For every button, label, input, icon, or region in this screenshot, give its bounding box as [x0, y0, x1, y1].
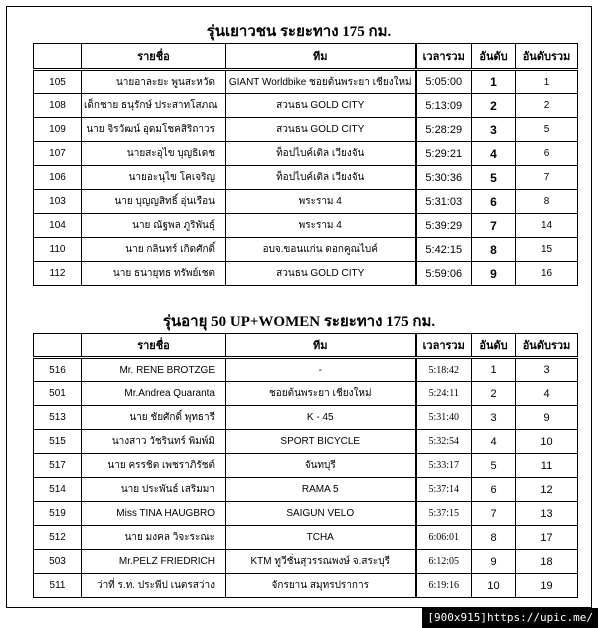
cell-number: 515 [34, 430, 82, 454]
cell-time: 5:31:40 [416, 406, 472, 430]
table-row [34, 94, 578, 118]
cell-number: 109 [34, 118, 82, 142]
table-header-row [34, 334, 578, 358]
section1-title: รุ่นเยาวชน ระยะทาง 175 กม. [206, 24, 392, 40]
col-overall-header: อันดับรวม [516, 334, 578, 358]
cell-time: 5:33:17 [416, 454, 472, 478]
cell-team: พระราม 4 [226, 214, 416, 238]
cell-team: - [226, 358, 416, 382]
cell-rank: 6 [472, 190, 516, 214]
col-name-header: รายชื่อ [82, 44, 226, 70]
cell-team: ท็อปไบค์เติล เวียงจัน [226, 166, 416, 190]
cell-name: นาย บุญญสิทธิ์ อุ่นเรือน [82, 190, 226, 214]
cell-number: 103 [34, 190, 82, 214]
cell-number: 107 [34, 142, 82, 166]
cell-time: 5:05:00 [416, 70, 472, 94]
table-row [34, 454, 578, 478]
cell-team: จันทบุรี [226, 454, 416, 478]
cell-overall-rank: 12 [516, 478, 578, 502]
col-time-header: เวลารวม [416, 334, 472, 358]
cell-overall-rank: 7 [516, 166, 578, 190]
cell-rank: 7 [472, 214, 516, 238]
cell-number: 106 [34, 166, 82, 190]
cell-name: Miss TINA HAUGBRO [82, 502, 226, 526]
cell-name: นายอะนุไข โคเจริญ [82, 166, 226, 190]
col-rank-header: อันดับ [472, 334, 516, 358]
cell-overall-rank: 1 [516, 70, 578, 94]
cell-rank: 9 [472, 550, 516, 574]
cell-time: 5:39:29 [416, 214, 472, 238]
cell-overall-rank: 8 [516, 190, 578, 214]
table-row [34, 166, 578, 190]
table-header-row [34, 44, 578, 70]
cell-time: 5:42:15 [416, 238, 472, 262]
section2-title: รุ่นอายุ 50 UP+WOMEN ระยะทาง 175 กม. [162, 314, 436, 330]
cell-rank: 4 [472, 142, 516, 166]
table-row [34, 574, 578, 598]
cell-time: 5:29:21 [416, 142, 472, 166]
cell-team: SPORT BICYCLE [226, 430, 416, 454]
cell-overall-rank: 3 [516, 358, 578, 382]
cell-overall-rank: 9 [516, 406, 578, 430]
cell-number: 112 [34, 262, 82, 286]
cell-team: สวนธน GOLD CITY [226, 262, 416, 286]
col-team-header: ทีม [226, 44, 416, 70]
cell-time: 5:59:06 [416, 262, 472, 286]
cell-rank: 5 [472, 454, 516, 478]
cell-rank: 4 [472, 430, 516, 454]
cell-team: K - 45 [226, 406, 416, 430]
cell-time: 5:37:14 [416, 478, 472, 502]
senior-women-results-table [33, 333, 578, 598]
col-time-header: เวลารวม [416, 44, 472, 70]
cell-name: นายสะอุไข บุญธิเดช [82, 142, 226, 166]
table-row [34, 70, 578, 94]
cell-team: สวนธน GOLD CITY [226, 118, 416, 142]
cell-team: จักรยาน สมุทรปราการ [226, 574, 416, 598]
cell-overall-rank: 10 [516, 430, 578, 454]
cell-number: 517 [34, 454, 82, 478]
cell-name: นาย ธนายุทธ ทรัพย์เชต [82, 262, 226, 286]
cell-rank: 1 [472, 358, 516, 382]
cell-rank: 6 [472, 478, 516, 502]
col-name-header: รายชื่อ [82, 334, 226, 358]
cell-rank: 2 [472, 382, 516, 406]
cell-number: 105 [34, 70, 82, 94]
cell-rank: 8 [472, 238, 516, 262]
cell-time: 5:37:15 [416, 502, 472, 526]
col-rank-header: อันดับ [472, 44, 516, 70]
cell-rank: 3 [472, 406, 516, 430]
cell-rank: 2 [472, 94, 516, 118]
cell-time: 5:32:54 [416, 430, 472, 454]
cell-time: 6:06:01 [416, 526, 472, 550]
cell-overall-rank: 6 [516, 142, 578, 166]
col-no-header [34, 44, 82, 70]
cell-rank: 5 [472, 166, 516, 190]
cell-rank: 1 [472, 70, 516, 94]
table-row [34, 262, 578, 286]
cell-time: 5:28:29 [416, 118, 472, 142]
cell-number: 503 [34, 550, 82, 574]
table-row [34, 478, 578, 502]
cell-overall-rank: 14 [516, 214, 578, 238]
cell-team: สวนธน GOLD CITY [226, 94, 416, 118]
cell-overall-rank: 5 [516, 118, 578, 142]
cell-name: Mr.Andrea Quaranta [82, 382, 226, 406]
cell-name: Mr.PELZ FRIEDRICH [82, 550, 226, 574]
cell-number: 514 [34, 478, 82, 502]
cell-rank: 9 [472, 262, 516, 286]
cell-name: นางสาว วัชรินทร์ พิมพ์มิ [82, 430, 226, 454]
cell-name: Mr. RENE BROTZGE [82, 358, 226, 382]
cell-overall-rank: 2 [516, 94, 578, 118]
table-row [34, 502, 578, 526]
cell-rank: 8 [472, 526, 516, 550]
cell-team: GIANT Worldbike ชอยต้นพระยา เชียงใหม่ [226, 70, 416, 94]
cell-overall-rank: 16 [516, 262, 578, 286]
cell-team: RAMA 5 [226, 478, 416, 502]
table-row [34, 118, 578, 142]
cell-overall-rank: 15 [516, 238, 578, 262]
cell-time: 6:12:05 [416, 550, 472, 574]
cell-team: KTM ทูวีชั่นสุวรรณพงษ์ จ.สระบุรี [226, 550, 416, 574]
cell-overall-rank: 19 [516, 574, 578, 598]
col-overall-header: อันดับรวม [516, 44, 578, 70]
cell-rank: 7 [472, 502, 516, 526]
table-row [34, 382, 578, 406]
cell-number: 513 [34, 406, 82, 430]
col-team-header: ทีม [226, 334, 416, 358]
cell-number: 108 [34, 94, 82, 118]
cell-number: 512 [34, 526, 82, 550]
cell-time: 5:24:11 [416, 382, 472, 406]
cell-overall-rank: 17 [516, 526, 578, 550]
table-row [34, 526, 578, 550]
cell-rank: 10 [472, 574, 516, 598]
cell-number: 110 [34, 238, 82, 262]
cell-time: 5:31:03 [416, 190, 472, 214]
cell-name: นายอาละยะ พูนสะหวัด [82, 70, 226, 94]
table-row [34, 550, 578, 574]
cell-time: 6:19:16 [416, 574, 472, 598]
cell-name: นาย ณัฐพล ภูริพันธุ์ [82, 214, 226, 238]
table-row [34, 214, 578, 238]
cell-number: 516 [34, 358, 82, 382]
cell-name: เด็กชาย ธนุรักษ์ ประสาทโสภณ [82, 94, 226, 118]
col-no-header [34, 334, 82, 358]
cell-team: TCHA [226, 526, 416, 550]
cell-number: 519 [34, 502, 82, 526]
table-row [34, 142, 578, 166]
cell-team: SAIGUN VELO [226, 502, 416, 526]
cell-name: นาย ครรชิต เพชราภิรัชต์ [82, 454, 226, 478]
cell-time: 5:13:09 [416, 94, 472, 118]
cell-name: ว่าที่ ร.ท. ประพีป เนตรสว่าง [82, 574, 226, 598]
cell-number: 501 [34, 382, 82, 406]
cell-name: นาย จิรวัฒน์ อุดมโชคสิริถาวร [82, 118, 226, 142]
cell-rank: 3 [472, 118, 516, 142]
table-row [34, 238, 578, 262]
cell-name: นาย ประพันธ์ เสริมมา [82, 478, 226, 502]
table-row [34, 190, 578, 214]
cell-number: 511 [34, 574, 82, 598]
cell-team: พระราม 4 [226, 190, 416, 214]
cell-time: 5:30:36 [416, 166, 472, 190]
table-row [34, 406, 578, 430]
cell-team: อบจ.ขอนแก่น ดอกคูณไบค์ [226, 238, 416, 262]
cell-name: นาย กลินทร์ เกิดศักดิ์ [82, 238, 226, 262]
watermark-link[interactable]: [900x915]https://upic.me/ [422, 608, 598, 628]
cell-team: ชอยต้นพระยา เชียงใหม่ [226, 382, 416, 406]
cell-overall-rank: 4 [516, 382, 578, 406]
table-row [34, 358, 578, 382]
youth-results-table [33, 43, 578, 286]
cell-overall-rank: 13 [516, 502, 578, 526]
cell-number: 104 [34, 214, 82, 238]
cell-overall-rank: 11 [516, 454, 578, 478]
cell-time: 5:18:42 [416, 358, 472, 382]
cell-name: นาย ชัยศักดิ์ พุทธารี [82, 406, 226, 430]
document-frame [6, 6, 592, 608]
cell-name: นาย มงคล วิจะระณะ [82, 526, 226, 550]
cell-team: ท็อปไบค์เติล เวียงจัน [226, 142, 416, 166]
table-row [34, 430, 578, 454]
cell-overall-rank: 18 [516, 550, 578, 574]
